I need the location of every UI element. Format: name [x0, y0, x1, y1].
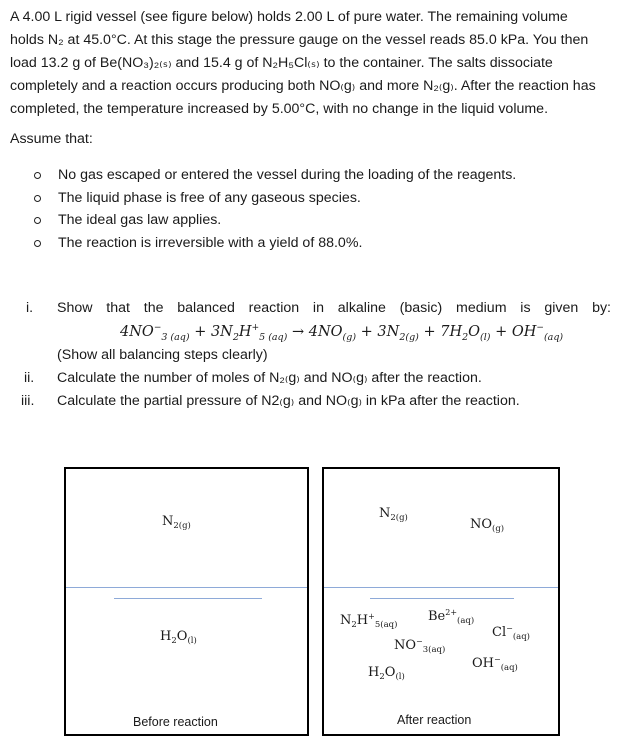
eq-sup: −: [153, 323, 162, 333]
assumption-list: [34, 164, 516, 254]
species-sup: −: [416, 637, 423, 646]
circle-bullet-icon: [34, 172, 41, 179]
eq-sup: +: [251, 323, 260, 333]
species-sub: 5(aq): [374, 620, 398, 630]
species-sub: 2: [379, 672, 385, 682]
question-number-3: iii.: [21, 393, 35, 409]
vessel-after: [322, 467, 560, 736]
question-text-1: Show that the balanced reaction in alkaline (basic) medium is given by:: [57, 300, 611, 316]
species-sup: 2+: [445, 608, 458, 617]
species-main: N: [162, 514, 174, 529]
eq-sub: (aq): [543, 332, 564, 343]
circle-bullet-icon: [34, 217, 41, 224]
eq-sub: 3 (aq): [161, 332, 190, 343]
label-hydrazinium: [340, 612, 397, 630]
intro-line-1: A 4.00 L rigid vessel (see figure below) holds 2.00 L of pure water. The remaining volume: [10, 9, 568, 25]
assumption-text: No gas escaped or entered the vessel during the loading of the reagents.: [58, 167, 517, 183]
species-sup: −: [506, 624, 513, 633]
water-line-lower: [114, 598, 262, 599]
assumption-item: [34, 164, 516, 187]
assumption-text: The liquid phase is free of any gaseous species.: [58, 189, 361, 206]
eq-sub: 2: [232, 332, 239, 343]
eq-term-h: H: [238, 324, 252, 340]
species-main: Cl: [492, 625, 507, 640]
label-nitrate: [394, 637, 445, 655]
species-main: NO: [394, 638, 417, 653]
species-sub: (l): [395, 672, 405, 682]
species-main: O: [176, 629, 188, 644]
species-main: N: [379, 506, 391, 521]
eq-term-nitrate: 4NO: [120, 324, 154, 340]
species-main: H: [160, 629, 172, 644]
eq-term-water: + 7H: [423, 324, 463, 340]
eq-sub: (l): [480, 332, 491, 343]
intro-line-5: completed, the temperature increased by 5.00°C, with no change in the liquid volume.: [10, 101, 549, 117]
species-sup: −: [494, 655, 501, 664]
species-main: N: [340, 613, 352, 628]
label-chloride: [492, 624, 530, 642]
species-sub: 2: [171, 636, 177, 646]
circle-bullet-icon: [34, 195, 41, 202]
species-main: H: [356, 613, 369, 628]
species-sub: 2: [351, 620, 357, 630]
species-sub: (g): [492, 524, 505, 534]
question-number-2: ii.: [24, 370, 35, 386]
assumption-item: [34, 209, 516, 232]
species-main: NO: [470, 517, 493, 532]
species-sub: (aq): [512, 632, 530, 642]
species-sub: (l): [187, 636, 197, 646]
question-text-2: Calculate the number of moles of N₂₍g₎ and NO₍g₎ after the reaction.: [57, 370, 482, 386]
label-water: [160, 629, 197, 646]
question-number-1: i.: [26, 300, 34, 316]
eq-term-hydroxide: + OH: [495, 324, 537, 340]
species-sub: (aq): [500, 663, 518, 673]
question-text-3: Calculate the partial pressure of N2₍g₎ and NO₍g₎ in kPa after the reaction.: [57, 393, 520, 409]
label-no-gas: [470, 517, 504, 534]
species-main: Be: [428, 609, 446, 624]
eq-sub: (g): [342, 332, 357, 343]
eq-term-hydrazinium: + 3N: [194, 324, 233, 340]
caption-before: Before reaction: [133, 715, 218, 729]
eq-arrow-no: → 4NO: [291, 324, 343, 340]
vessel-before: [64, 467, 309, 736]
label-n2-gas: [379, 506, 408, 523]
label-water: [368, 665, 405, 682]
balanced-equation: [120, 323, 563, 343]
intro-line-3: load 13.2 g of Be(NO₃)₂₍ₛ₎ and 15.4 g of N₂H₅Cl₍ₛ₎ to the container. The salts dissociate: [10, 55, 553, 71]
species-sup: +: [368, 612, 375, 621]
question-note: (Show all balancing steps clearly): [57, 347, 268, 363]
eq-term-n2: + 3N: [360, 324, 400, 340]
assumption-text: The reaction is irreversible with a yield of 88.0%.: [58, 234, 363, 251]
species-sub: 2(g): [390, 513, 408, 523]
species-sub: 3(aq): [422, 645, 446, 655]
caption-after: After reaction: [397, 713, 472, 727]
eq-sub: 2(g): [399, 332, 419, 343]
eq-sub: 5 (aq): [259, 332, 288, 343]
species-sub: 2(g): [173, 521, 191, 531]
water-line-lower: [370, 598, 514, 599]
species-main: OH: [472, 656, 494, 671]
species-main: O: [384, 665, 396, 680]
assumption-item: [34, 232, 516, 255]
eq-sub: 2: [462, 332, 469, 343]
species-sub: (aq): [457, 616, 475, 626]
intro-line-4: completely and a reaction occurs producing both NO₍g₎ and more N₂₍g₎. After the reaction has: [10, 78, 596, 94]
water-line-upper: [66, 587, 307, 588]
water-line-upper: [324, 587, 558, 588]
eq-term-o: O: [468, 324, 481, 340]
assume-heading: Assume that:: [10, 131, 93, 147]
label-hydroxide: [472, 655, 518, 673]
label-beryllium: [428, 608, 474, 626]
circle-bullet-icon: [34, 240, 41, 247]
species-main: H: [368, 665, 380, 680]
assumption-item: [34, 187, 516, 210]
assumption-text: The ideal gas law applies.: [58, 212, 222, 229]
eq-sup: −: [536, 323, 544, 333]
label-n2-gas: [162, 514, 191, 531]
intro-line-2: holds N₂ at 45.0°C. At this stage the pressure gauge on the vessel reads 85.0 kPa. You then: [10, 32, 589, 48]
